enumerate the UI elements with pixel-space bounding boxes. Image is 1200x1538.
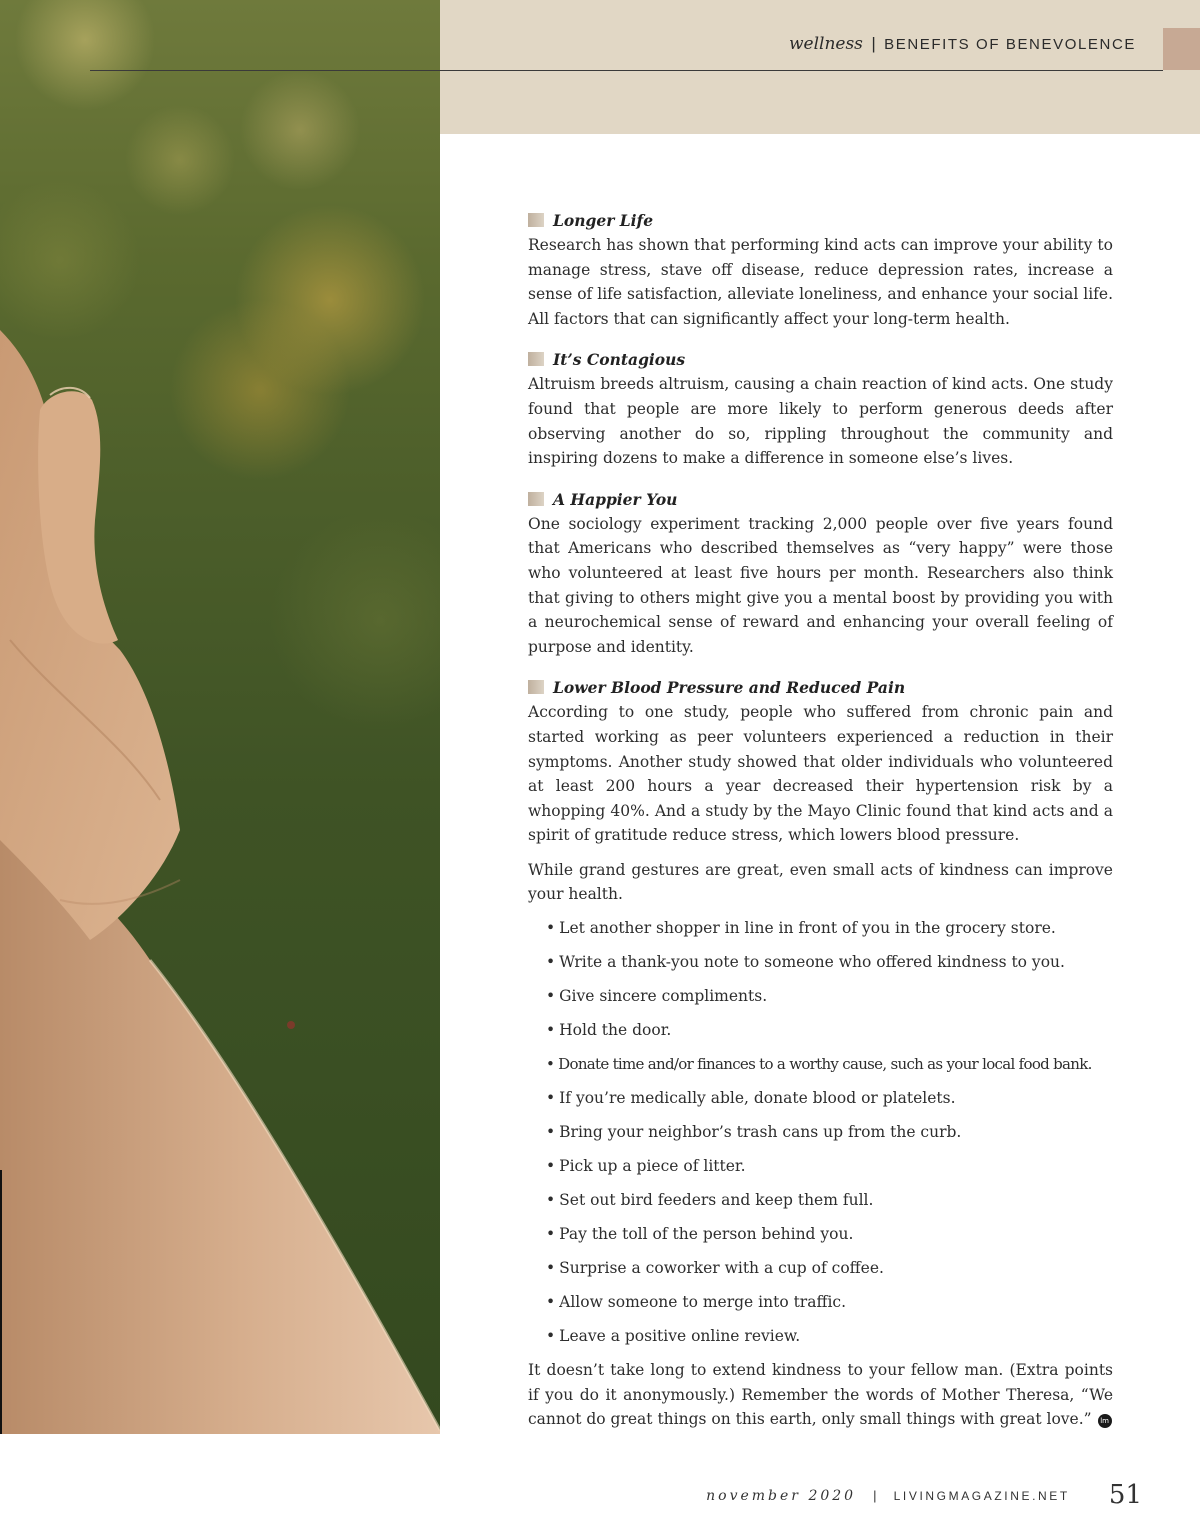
section-heading-text: It’s Contagious <box>553 350 686 370</box>
list-item-text: Donate time and/or finances to a worthy cause, such as your local food bank. <box>558 1055 1092 1074</box>
section-heading-text: Longer Life <box>553 211 654 230</box>
header-section: wellness <box>788 34 863 54</box>
bullet-icon: • <box>546 1225 556 1244</box>
list-item <box>546 1120 1113 1144</box>
bullet-icon: • <box>546 1123 556 1142</box>
list-item <box>546 1154 1113 1178</box>
list-item-text: Leave a positive online review. <box>559 1327 801 1346</box>
bullet-icon: • <box>546 1055 555 1074</box>
list-item <box>546 1222 1113 1246</box>
section-heading-text: Lower Blood Pressure and Reduced Pain <box>553 678 906 698</box>
list-item <box>546 1188 1113 1212</box>
list-item-text: Pick up a piece of litter. <box>559 1157 746 1176</box>
list-item-text: Surprise a coworker with a cup of coffee. <box>559 1259 884 1278</box>
section-heading <box>528 209 1113 233</box>
hand-photo <box>0 0 440 1434</box>
heading-marker-icon <box>528 213 544 227</box>
list-item-text: Hold the door. <box>559 1021 672 1040</box>
section-heading <box>528 676 1113 700</box>
header-rule <box>90 70 1163 71</box>
header-tab <box>1163 28 1200 70</box>
heading-marker-icon <box>528 352 544 366</box>
bullet-icon: • <box>546 953 556 972</box>
list-item <box>546 1052 1113 1076</box>
list-item-text: Pay the toll of the person behind you. <box>559 1225 854 1244</box>
list-item <box>546 1086 1113 1110</box>
bullet-icon: • <box>546 987 556 1006</box>
footer-separator: | <box>873 1488 877 1503</box>
heading-marker-icon <box>528 680 544 694</box>
photo-edge-line <box>0 1170 2 1434</box>
bullet-icon: • <box>546 1089 556 1108</box>
end-mark-icon: lm <box>1098 1414 1112 1428</box>
bullet-icon: • <box>546 1191 556 1210</box>
footer-site: LIVINGMAGAZINE.NET <box>893 1489 1070 1503</box>
closing-text: It doesn’t take long to extend kindness to your fellow man. (Extra points if you do it anonymously.) Remember the words of Mother Theresa, “We cannot do great things on this earth, only small things with great love.” <box>528 1361 1113 1429</box>
section-paragraph: One sociology experiment tracking 2,000 people over five years found that Americans who described themselves as “very happy” were those who volunteered at least five hours per month. Researchers also think that giving to others might give you a mental boost by providing you with a neurochemical sense of reward and enhancing your overall feeling of purpose and identity. <box>528 514 1113 656</box>
section-longer-life <box>528 209 1113 331</box>
list-item <box>546 984 1113 1008</box>
page-number: 51 <box>1108 1480 1142 1510</box>
list-item <box>546 1018 1113 1042</box>
bullet-icon: • <box>546 1157 556 1176</box>
bullet-icon: • <box>546 1327 556 1346</box>
section-blood-pressure <box>528 676 1113 848</box>
section-heading <box>528 348 1113 372</box>
bullet-icon: • <box>546 1259 556 1278</box>
bullet-icon: • <box>546 1293 556 1312</box>
footer-issue: november 2020 <box>706 1488 857 1504</box>
list-item-text: If you’re medically able, donate blood or platelets. <box>559 1089 956 1108</box>
section-heading <box>528 488 1113 512</box>
section-paragraph: Altruism breeds altruism, causing a chain reaction of kind acts. One study found that people are more likely to perform generous deeds after observing another do so, rippling throughout the community and inspiring dozens to make a difference in someone else’s lives. <box>528 375 1113 468</box>
header-topic: BENEFITS OF BENEVOLENCE <box>884 36 1136 53</box>
list-item-text: Give sincere compliments. <box>559 987 768 1006</box>
list-item-text: Write a thank-you note to someone who offered kindness to you. <box>559 953 1065 972</box>
list-item <box>546 916 1113 940</box>
section-contagious <box>528 348 1113 470</box>
running-header <box>789 34 1136 54</box>
section-paragraph: Research has shown that performing kind acts can improve your ability to manage stress, stave off disease, reduce depression rates, increase a sense of life satisfaction, alleviate loneliness, and enhance your social life. All factors that can significantly affect your long-term health. <box>528 236 1113 328</box>
section-happier-you <box>528 488 1113 660</box>
list-item-text: Let another shopper in line in front of you in the grocery store. <box>559 919 1056 938</box>
list-item-text: Bring your neighbor’s trash cans up from the curb. <box>559 1123 962 1142</box>
bullet-icon: • <box>546 919 556 938</box>
bullet-icon: • <box>546 1021 556 1040</box>
list-item-text: Allow someone to merge into traffic. <box>559 1293 847 1312</box>
article-body <box>528 209 1113 1432</box>
list-item <box>546 950 1113 974</box>
acts-list <box>528 916 1113 1348</box>
closing-paragraph <box>528 1358 1113 1432</box>
list-item-text: Set out bird feeders and keep them full. <box>559 1191 874 1210</box>
hand-illustration <box>0 0 440 1434</box>
list-item <box>546 1324 1113 1348</box>
section-paragraph: According to one study, people who suffered from chronic pain and started working as peer volunteers experienced a reduction in their symptoms. Another study showed that older individuals who volunteered at least 200 hours a year decreased their hypertension risk by a whopping 40%. And a study by the Mayo Clinic found that kind acts and a spirit of gratitude reduce stress, which lowers blood pressure. <box>528 703 1113 845</box>
heading-marker-icon <box>528 492 544 506</box>
header-separator: | <box>871 34 876 53</box>
header-band <box>440 0 1200 134</box>
acts-intro: While grand gestures are great, even small acts of kindness can improve your health. <box>528 860 1113 904</box>
list-item <box>546 1290 1113 1314</box>
page-footer <box>706 1480 1142 1510</box>
section-heading-text: A Happier You <box>553 489 678 509</box>
list-item <box>546 1256 1113 1280</box>
